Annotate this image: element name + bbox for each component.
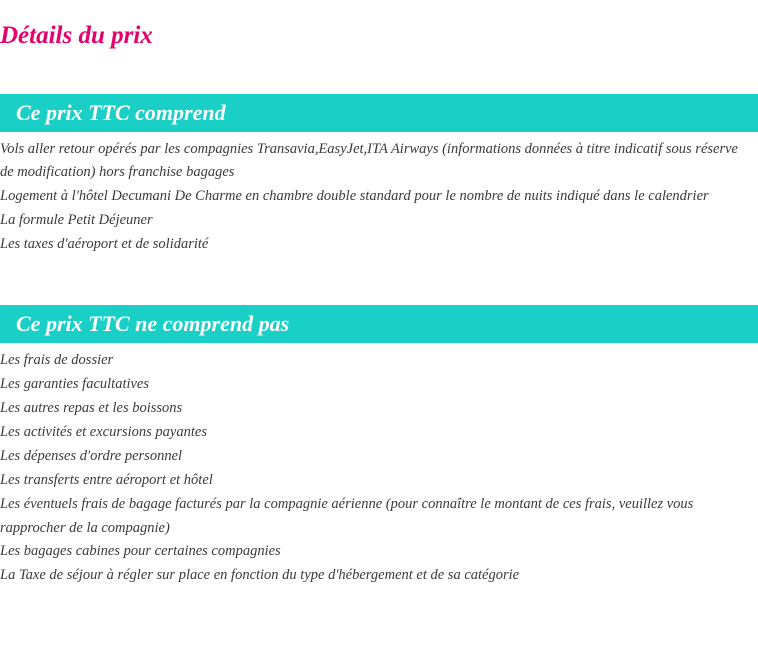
list-item: Vols aller retour opérés par les compagnies Transavia,EasyJet,ITA Airways (informations données à titre indicatif sous réserve de modification) hors franchise bagages xyxy=(0,140,738,181)
list-item: Les garanties facultatives xyxy=(0,376,150,393)
list-item: Les éventuels frais de bagage facturés par la compagnie aérienne (pour connaître le montant de ces frais, veuillez vous rapprocher de la compagnie) xyxy=(0,495,694,536)
section-excluded-header xyxy=(0,305,758,343)
list-item: Les transferts entre aéroport et hôtel xyxy=(0,471,213,488)
list-item: Logement à l'hôtel Decumani De Charme en chambre double standard pour le nombre de nuits indiqué dans le calendrier xyxy=(0,188,709,205)
section-excluded-header-label: Ce prix TTC ne comprend pas xyxy=(16,311,290,337)
section-included-body xyxy=(0,132,758,258)
spacer-above-included xyxy=(0,50,758,94)
section-included xyxy=(0,94,758,258)
spacer-above-excluded xyxy=(0,257,758,305)
list-item: Les frais de dossier xyxy=(0,352,114,369)
list-item: Les activités et excursions payantes xyxy=(0,423,207,440)
list-item: La Taxe de séjour à régler sur place en fonction du type d'hébergement et de sa catégorie xyxy=(0,567,520,584)
page-title: Détails du prix xyxy=(0,22,153,49)
section-excluded xyxy=(0,305,758,588)
list-item: Les bagages cabines pour certaines compagnies xyxy=(0,543,281,560)
section-included-header xyxy=(0,94,758,132)
list-item: Les dépenses d'ordre personnel xyxy=(0,447,183,464)
list-item: Les autres repas et les boissons xyxy=(0,399,183,416)
section-excluded-body xyxy=(0,343,758,588)
list-item: Les taxes d'aéroport et de solidarité xyxy=(0,236,209,253)
section-included-header-label: Ce prix TTC comprend xyxy=(16,99,226,125)
list-item: La formule Petit Déjeuner xyxy=(0,212,153,229)
